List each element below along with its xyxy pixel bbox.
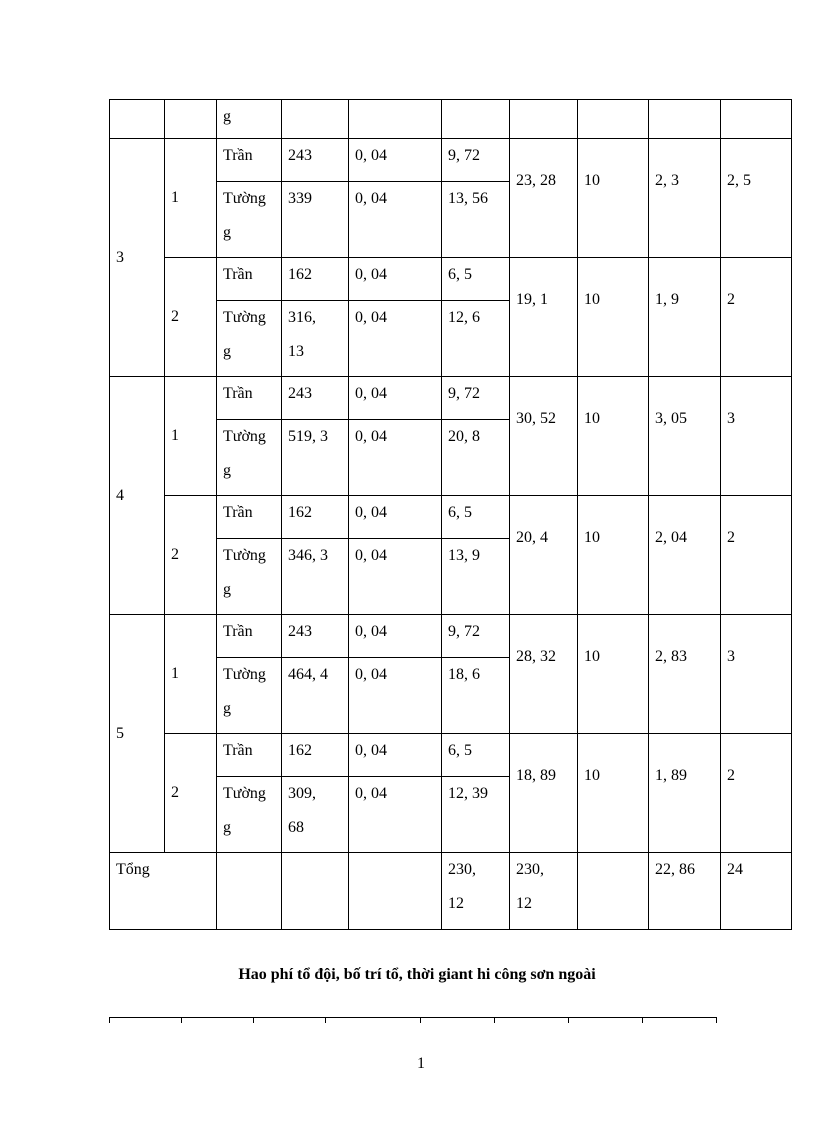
work-type-cell-text: Tường g	[223, 428, 266, 479]
table-cell	[282, 853, 349, 930]
work-type-cell-text: Trần	[223, 504, 253, 521]
section-cell-text: 1	[171, 189, 179, 206]
work-type-cell-text: Trần	[223, 266, 253, 283]
labor-cell-text: 12, 6	[448, 309, 480, 326]
days-chosen-cell-text: 3	[727, 648, 735, 665]
norm-cell-text: 0, 04	[355, 666, 387, 683]
work-type-cell	[217, 496, 282, 539]
total-labor-cell	[510, 853, 578, 930]
labor-cell-text: 6, 5	[448, 266, 472, 283]
total-row	[110, 853, 792, 930]
workers-cell	[578, 139, 649, 258]
next-table-column-tick	[181, 1017, 182, 1023]
total-labor-cell-text: 28, 32	[516, 648, 556, 665]
days-chosen-cell-text: 2	[727, 291, 735, 308]
days-cell-text: 22, 86	[655, 861, 695, 878]
next-table-column-tick	[716, 1017, 717, 1023]
days-cell-text: 2, 3	[655, 172, 679, 189]
workers-cell-text: 10	[584, 291, 600, 308]
norm-cell	[349, 420, 442, 496]
work-type-cell-text: Tường g	[223, 309, 266, 360]
days-cell	[649, 853, 721, 930]
work-type-cell	[217, 734, 282, 777]
days-cell	[649, 377, 721, 496]
days-chosen-cell-text: 2	[727, 767, 735, 784]
table-cell	[578, 100, 649, 139]
floor-cell	[110, 139, 165, 377]
total-labor-cell-text: 18, 89	[516, 767, 556, 784]
quantity-cell	[282, 615, 349, 658]
work-type-cell	[217, 615, 282, 658]
quantity-cell	[282, 377, 349, 420]
section-cell	[165, 258, 217, 377]
quantity-cell	[282, 301, 349, 377]
norm-cell	[349, 734, 442, 777]
total-labor-cell-text: 230, 12	[516, 861, 544, 912]
workers-cell-text: 10	[584, 648, 600, 665]
work-type-cell	[217, 301, 282, 377]
norm-cell	[349, 139, 442, 182]
days-cell	[649, 734, 721, 853]
workers-cell	[578, 853, 649, 930]
table-row	[110, 496, 792, 539]
total-labor-cell	[510, 377, 578, 496]
work-type-cell-text: Trần	[223, 147, 253, 164]
labor-cell	[442, 377, 510, 420]
labor-cell-text: 6, 5	[448, 504, 472, 521]
days-chosen-cell-text: 2	[727, 529, 735, 546]
days-chosen-cell	[721, 615, 792, 734]
work-type-cell	[217, 420, 282, 496]
quantity-cell-text: 162	[288, 742, 312, 759]
quantity-cell-text: 243	[288, 623, 312, 640]
table-cell	[282, 100, 349, 139]
table-caption: Hao phí tổ đội, bố trí tổ, thời giant hi công sơn ngoài	[238, 966, 596, 983]
days-chosen-cell	[721, 496, 792, 615]
table-row	[110, 258, 792, 301]
labor-cell	[442, 420, 510, 496]
labor-cell	[442, 734, 510, 777]
quantity-cell	[282, 734, 349, 777]
quantity-cell-text: 309, 68	[288, 785, 316, 836]
total-labor-cell-text: 20, 4	[516, 529, 548, 546]
labor-cell-text: 13, 56	[448, 190, 488, 207]
quantity-cell	[282, 658, 349, 734]
next-table-column-tick	[494, 1017, 495, 1023]
days-cell-text: 1, 89	[655, 767, 687, 784]
labor-cell-text: 20, 8	[448, 428, 480, 445]
norm-cell	[349, 658, 442, 734]
days-cell-text: 2, 04	[655, 529, 687, 546]
days-cell	[649, 615, 721, 734]
labor-cell	[442, 182, 510, 258]
norm-cell	[349, 377, 442, 420]
total-labor-cell	[510, 615, 578, 734]
norm-cell-text: 0, 04	[355, 190, 387, 207]
next-table-column-tick	[109, 1017, 110, 1023]
next-table-column-tick	[325, 1017, 326, 1023]
work-type-cell-text: Trần	[223, 623, 253, 640]
norm-cell-text: 0, 04	[355, 623, 387, 640]
quantity-cell-text: 162	[288, 266, 312, 283]
table-cell	[349, 100, 442, 139]
norm-cell-text: 0, 04	[355, 785, 387, 802]
quantity-cell-text: 346, 3	[288, 547, 328, 564]
quantity-cell	[282, 182, 349, 258]
total-labor-cell	[510, 139, 578, 258]
norm-cell	[349, 496, 442, 539]
floor-cell	[110, 615, 165, 853]
work-type-cell	[217, 377, 282, 420]
workers-cell-text: 10	[584, 172, 600, 189]
total-label-cell	[110, 853, 217, 930]
norm-cell	[349, 258, 442, 301]
section-cell	[165, 139, 217, 258]
workers-cell	[578, 496, 649, 615]
table-row	[110, 100, 792, 139]
norm-cell-text: 0, 04	[355, 742, 387, 759]
quantity-cell	[282, 420, 349, 496]
days-cell-text: 3, 05	[655, 410, 687, 427]
days-chosen-cell	[721, 377, 792, 496]
labor-cell	[442, 615, 510, 658]
workers-cell-text: 10	[584, 529, 600, 546]
page-number: 1	[417, 1055, 425, 1072]
norm-cell-text: 0, 04	[355, 504, 387, 521]
workers-cell	[578, 377, 649, 496]
days-cell-text: 1, 9	[655, 291, 679, 308]
quantity-cell	[282, 258, 349, 301]
section-cell-text: 1	[171, 427, 179, 444]
table-row	[110, 615, 792, 658]
quantity-cell-text: 339	[288, 190, 312, 207]
norm-cell	[349, 615, 442, 658]
total-labor-cell-text: 19, 1	[516, 291, 548, 308]
labor-cell-text: 18, 6	[448, 666, 480, 683]
section-cell-text: 2	[171, 308, 179, 325]
labor-cell-text: 230, 12	[448, 861, 476, 912]
labor-cell-text: 9, 72	[448, 385, 480, 402]
days-chosen-cell	[721, 139, 792, 258]
next-table-top-border	[109, 1017, 717, 1018]
days-chosen-cell	[721, 734, 792, 853]
labor-cell-text: 13, 9	[448, 547, 480, 564]
workers-cell-text: 10	[584, 767, 600, 784]
table-cell-text: g	[223, 108, 231, 125]
table-cell	[649, 100, 721, 139]
quantity-cell	[282, 139, 349, 182]
labor-cell	[442, 777, 510, 853]
section-cell-text: 1	[171, 665, 179, 682]
table-cell	[217, 853, 282, 930]
work-type-cell	[217, 658, 282, 734]
labor-cell	[442, 539, 510, 615]
work-type-cell	[217, 182, 282, 258]
workers-cell-text: 10	[584, 410, 600, 427]
labor-cell-text: 9, 72	[448, 147, 480, 164]
table-row	[110, 139, 792, 182]
floor-cell-text: 3	[116, 248, 124, 266]
floor-cell-text: 4	[116, 486, 124, 504]
section-cell	[165, 734, 217, 853]
days-chosen-cell-text: 24	[727, 861, 743, 878]
table-row	[110, 734, 792, 777]
quantity-cell-text: 243	[288, 147, 312, 164]
section-cell	[165, 496, 217, 615]
total-labor-cell-text: 30, 52	[516, 410, 556, 427]
norm-cell-text: 0, 04	[355, 266, 387, 283]
work-type-cell-text: Tường g	[223, 547, 266, 598]
next-table-column-tick	[568, 1017, 569, 1023]
norm-cell-text: 0, 04	[355, 147, 387, 164]
labor-cell	[442, 139, 510, 182]
table-cell	[442, 100, 510, 139]
days-chosen-cell-text: 3	[727, 410, 735, 427]
quantity-cell-text: 464, 4	[288, 666, 328, 683]
work-type-cell	[217, 139, 282, 182]
norm-cell-text: 0, 04	[355, 309, 387, 326]
days-chosen-cell-text: 2, 5	[727, 172, 751, 189]
floor-cell	[110, 377, 165, 615]
days-chosen-cell	[721, 258, 792, 377]
total-labor-cell	[510, 258, 578, 377]
norm-cell	[349, 777, 442, 853]
days-chosen-cell	[721, 853, 792, 930]
section-cell-text: 2	[171, 546, 179, 563]
table-cell	[217, 100, 282, 139]
next-table-column-tick	[642, 1017, 643, 1023]
workers-cell	[578, 734, 649, 853]
table-cell	[110, 100, 165, 139]
floor-cell-text: 5	[116, 724, 124, 742]
table-row	[110, 377, 792, 420]
labor-cell-text: 6, 5	[448, 742, 472, 759]
quantity-cell-text: 162	[288, 504, 312, 521]
days-cell-text: 2, 83	[655, 648, 687, 665]
work-type-cell	[217, 258, 282, 301]
section-cell-text: 2	[171, 784, 179, 801]
quantity-cell-text: 316, 13	[288, 309, 316, 360]
days-cell	[649, 496, 721, 615]
table-cell	[510, 100, 578, 139]
norm-cell	[349, 539, 442, 615]
work-type-cell-text: Tường g	[223, 785, 266, 836]
norm-cell-text: 0, 04	[355, 385, 387, 402]
labor-cell-text: 12, 39	[448, 785, 488, 802]
days-cell	[649, 139, 721, 258]
next-table-column-tick	[420, 1017, 421, 1023]
norm-cell-text: 0, 04	[355, 428, 387, 445]
work-type-cell-text: Tường g	[223, 190, 266, 241]
labor-cell	[442, 853, 510, 930]
norm-cell	[349, 182, 442, 258]
labor-cell	[442, 658, 510, 734]
work-type-cell-text: Tường g	[223, 666, 266, 717]
quantity-cell	[282, 777, 349, 853]
labor-cell	[442, 301, 510, 377]
construction-schedule-table	[109, 99, 792, 930]
table-cell	[165, 100, 217, 139]
section-cell	[165, 377, 217, 496]
labor-cell-text: 9, 72	[448, 623, 480, 640]
work-type-cell	[217, 777, 282, 853]
table-cell	[721, 100, 792, 139]
quantity-cell	[282, 496, 349, 539]
total-labor-cell-text: 23, 28	[516, 172, 556, 189]
total-labor-cell	[510, 496, 578, 615]
section-cell	[165, 615, 217, 734]
work-type-cell-text: Trần	[223, 385, 253, 402]
norm-cell	[349, 301, 442, 377]
total-label-cell-text: Tổng	[116, 861, 150, 878]
workers-cell	[578, 615, 649, 734]
labor-cell	[442, 496, 510, 539]
quantity-cell-text: 519, 3	[288, 428, 328, 445]
workers-cell	[578, 258, 649, 377]
labor-cell	[442, 258, 510, 301]
norm-cell-text: 0, 04	[355, 547, 387, 564]
work-type-cell-text: Trần	[223, 742, 253, 759]
quantity-cell-text: 243	[288, 385, 312, 402]
next-table-column-tick	[253, 1017, 254, 1023]
total-labor-cell	[510, 734, 578, 853]
table-cell	[349, 853, 442, 930]
days-cell	[649, 258, 721, 377]
work-type-cell	[217, 539, 282, 615]
quantity-cell	[282, 539, 349, 615]
